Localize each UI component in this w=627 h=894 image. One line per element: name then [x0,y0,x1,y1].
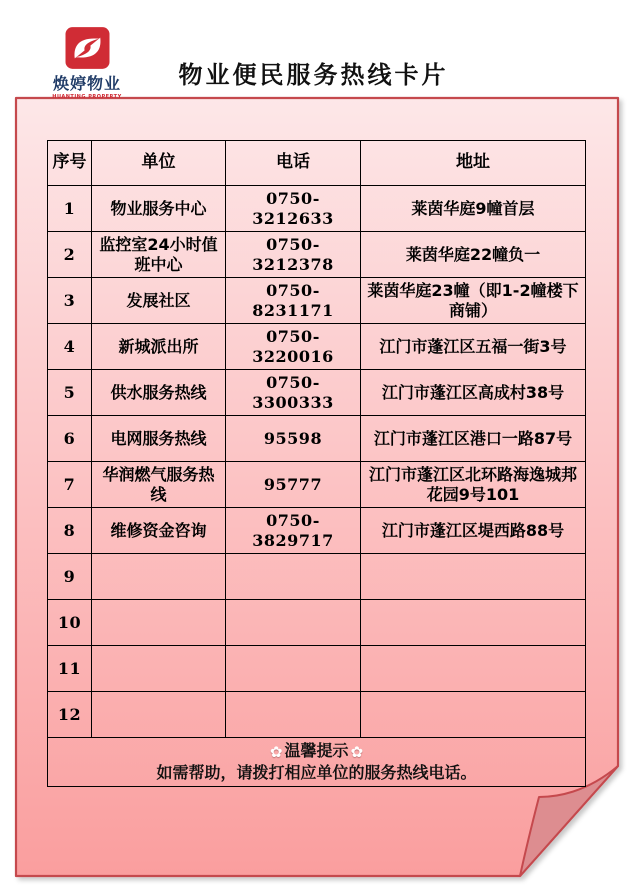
header-phone: 电话 [226,141,361,186]
row-unit: 新城派出所 [92,324,226,370]
row-phone [226,554,361,600]
page-title: 物业便民服务热线卡片 [178,60,449,89]
table-row [48,232,586,278]
brand-subtitle: HUANTING PROPERTY [52,94,122,100]
row-unit: 发展社区 [92,278,226,324]
row-phone: 0750-8231171 [226,278,361,324]
row-address: 江门市蓬江区北环路海逸城邦花园9号101 [361,462,586,508]
tips-cell [48,738,586,787]
row-index: 11 [48,646,92,692]
tips-row [48,738,586,787]
table-row [48,692,586,738]
row-unit: 物业服务中心 [92,186,226,232]
row-address [361,692,586,738]
table-row [48,416,586,462]
header-index: 序号 [48,141,92,186]
row-phone: 0750-3212378 [226,232,361,278]
row-index: 5 [48,370,92,416]
row-phone [226,600,361,646]
row-address: 江门市蓬江区堤西路88号 [361,508,586,554]
table-row [48,324,586,370]
row-index: 12 [48,692,92,738]
row-phone: 95777 [226,462,361,508]
table-row [48,370,586,416]
row-address: 江门市蓬江区五福一街3号 [361,324,586,370]
row-phone: 0750-3829717 [226,508,361,554]
row-address: 莱茵华庭23幢（即1-2幢楼下商铺） [361,278,586,324]
table-row [48,600,586,646]
row-address: 莱茵华庭9幢首层 [361,186,586,232]
row-address: 江门市蓬江区高成村38号 [361,370,586,416]
row-address [361,646,586,692]
row-unit: 华润燃气服务热线 [92,462,226,508]
row-index: 3 [48,278,92,324]
row-phone: 95598 [226,416,361,462]
tips-text: 如需帮助，请拨打相应单位的服务热线电话。 [156,762,477,782]
row-index: 9 [48,554,92,600]
table-row [48,646,586,692]
row-phone: 0750-3212633 [226,186,361,232]
row-index: 6 [48,416,92,462]
header-address: 地址 [361,141,586,186]
table-row [48,554,586,600]
row-phone [226,646,361,692]
row-index: 2 [48,232,92,278]
table-row [48,278,586,324]
table-header-row [48,141,586,186]
row-phone: 0750-3220016 [226,324,361,370]
row-index: 1 [48,186,92,232]
row-unit: 供水服务热线 [92,370,226,416]
row-unit: 监控室24小时值班中心 [92,232,226,278]
table-row [48,508,586,554]
row-index: 7 [48,462,92,508]
tips-title: 温馨提示 [284,741,349,761]
table-row [48,462,586,508]
row-address [361,554,586,600]
row-unit [92,600,226,646]
header-unit: 单位 [92,141,226,186]
row-unit: 电网服务热线 [92,416,226,462]
row-address: 江门市蓬江区港口一路87号 [361,416,586,462]
table-row [48,186,586,232]
row-phone [226,692,361,738]
row-index: 4 [48,324,92,370]
brand-name: 焕婷物业 [52,74,121,93]
row-unit: 维修资金咨询 [92,508,226,554]
row-index: 8 [48,508,92,554]
row-unit [92,554,226,600]
flower-icon: ✿ [350,743,364,762]
row-unit [92,646,226,692]
row-address: 莱茵华庭22幢负一 [361,232,586,278]
hotline-table [47,140,586,787]
row-index: 10 [48,600,92,646]
tips-title-line [52,741,581,762]
row-unit [92,692,226,738]
row-phone: 0750-3300333 [226,370,361,416]
flower-icon: ✿ [269,743,283,762]
row-address [361,600,586,646]
